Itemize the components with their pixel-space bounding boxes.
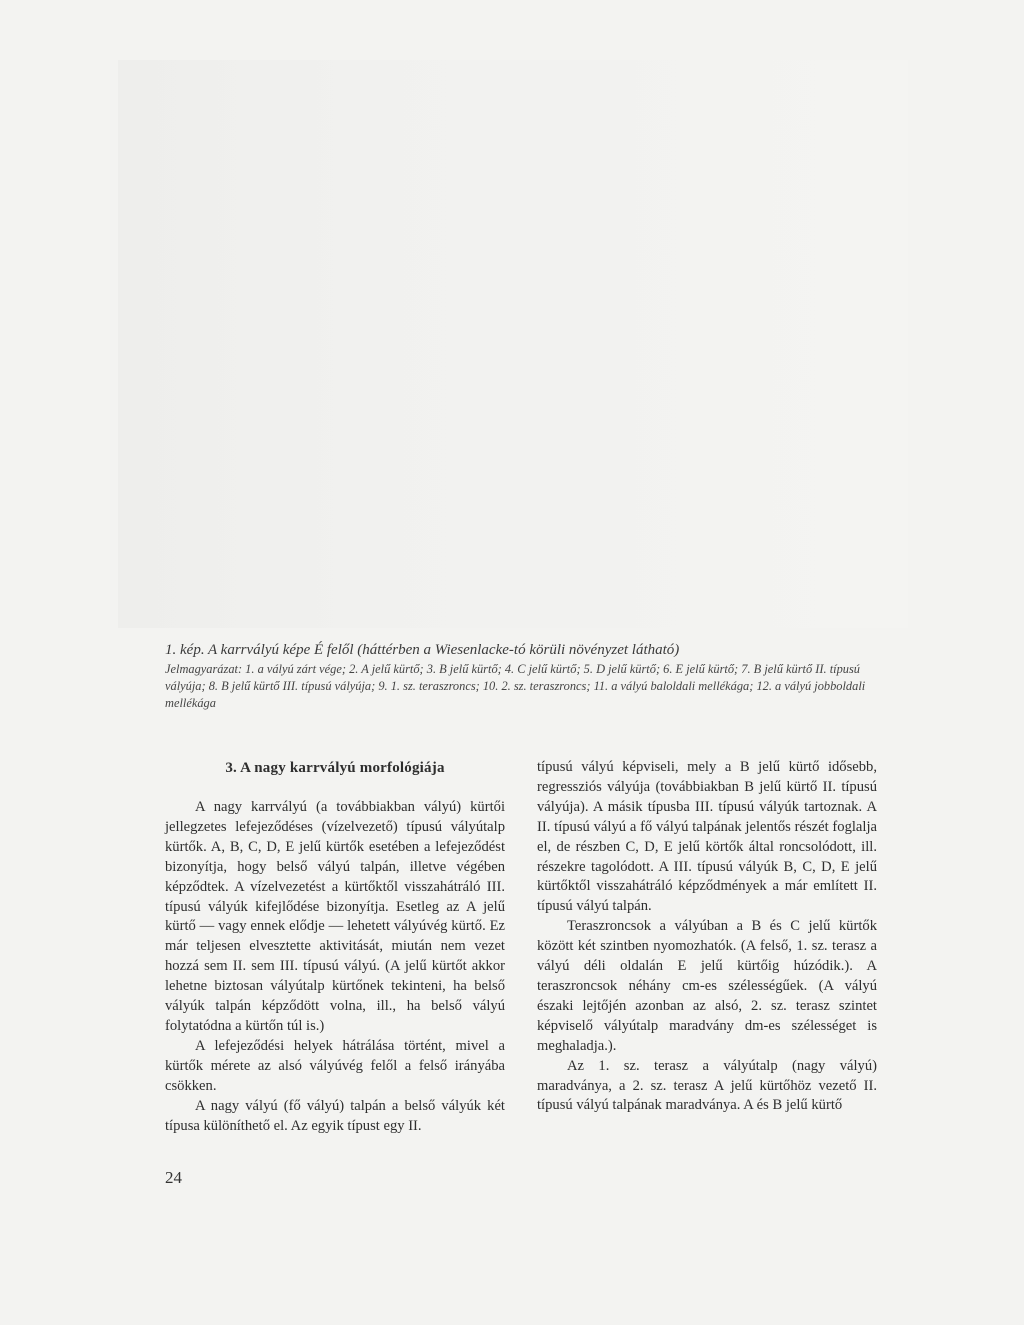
page-number: 24 <box>165 1168 182 1187</box>
figure-title: 1. kép. A karrvályú képe É felől (háttérben a Wiesenlacke-tó körüli növényzet látható) <box>165 642 680 658</box>
paragraph: A nagy vályú (fő vályú) talpán a belső vályúk két típusa különíthető el. Az egyik típust egy II. <box>165 1097 505 1134</box>
paragraph: Az 1. sz. terasz a vályútalp (nagy vályú) maradványa, a 2. sz. terasz A jelű kürtőhöz vezető II. típusú vályú talpának maradványa. A és B jelű kürtő <box>537 1057 877 1114</box>
paragraph: A lefejeződési helyek hátrálása történt, mivel a kürtők mérete az alsó vályúvég felől a felső irányába csökken. <box>165 1037 505 1094</box>
paragraph: A nagy karrvályú (a továbbiakban vályú) kürtői jellegzetes lefejeződéses (vízelvezető) típusú vályútalp kürtők. A, B, C, D, E jelű kürtők esetében a lefejeződést bizonyítja, hogy belső vályú talpán, illetve végében képződtek. A vízelvezetést a kürtőktől visszahátráló III. típusú vályúk kifejlődése bizonyítja. Esetleg az A jelű kürtő — vagy ennek elődje — lehetett vályúvég kürtő. Ez már teljesen elvesztette aktivitását, miután nem vezet hozzá sem II. sem III. típusú vályú. (A jelű kürtőt akkor lehetne biztosan vályútalp kürtőnek tekinteni, ha belső vályúk talpán képződött volna, ill., ha belső vályú folytatódna a kürtőn túl is.) <box>165 799 505 1034</box>
left-column <box>165 758 505 1136</box>
figure-photo-area <box>118 60 908 628</box>
right-column <box>537 758 877 1116</box>
figure-legend: Jelmagyarázat: 1. a vályú zárt vége; 2. A jelű kürtő; 3. B jelű kürtő; 4. C jelű kürtő; 5. D jelű kürtő; 6. E jelű kürtő; 7. B jelű kürtő II. típusú vályúja; 8. B jelű kürtő III. típusú vályúja; 9. 1. sz. teraszroncs; 10. 2. sz. teraszroncs; 11. a vályú baloldali mellékága; 12. a vályú jobboldali mellékága <box>165 662 866 710</box>
paragraph: típusú vályú képviseli, mely a B jelű kürtő idősebb, regressziós vályúja (továbbiakban B jelű kürtő II. típusú vályúja). A másik típusba III. típusú vályúk tartoznak. A II. típusú vályú a fő vályú talpának jelentős részét foglalja el, de részben C, D, E jelű körtők által roncsolódott, ill. részekre tagolódott. A III. típusú vályúk B, C, D, E jelű kürtőktől visszahátráló képződmények a már említett II. típusú vályú talpán. <box>537 759 877 915</box>
paragraph: Teraszroncsok a vályúban a B és C jelű kürtők között két szintben nyomozhatók. (A felső, 1. sz. terasz a vályú déli oldalán E jelű kürtőig húzódik.). A teraszroncsok néhány cm-es szélességűek. (A vályú északi lejtőjén azonban az alsó, 2. sz. terasz szintet képviselő vályútalp maradvány dm-es szélességet is meghaladja.). <box>537 918 877 1054</box>
section-heading: 3. A nagy karrvályú morfológiája <box>225 760 445 776</box>
figure-caption <box>165 640 900 712</box>
